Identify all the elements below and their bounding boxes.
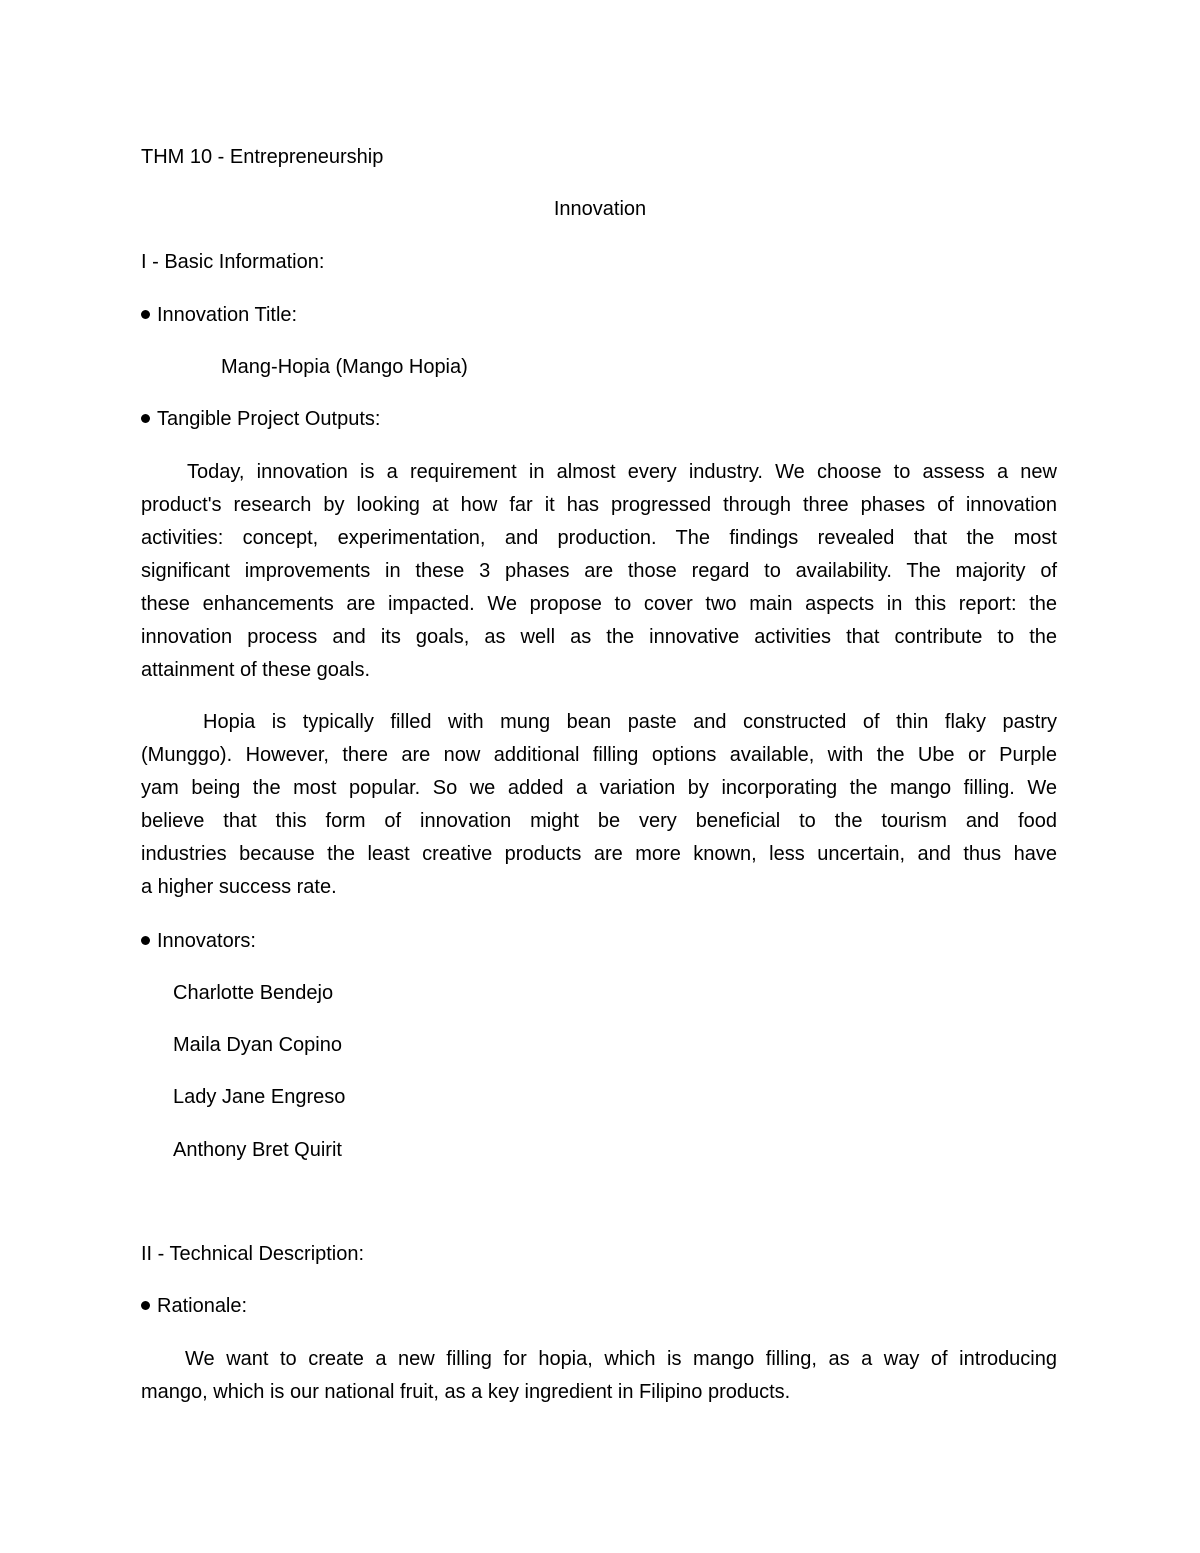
outputs-item	[141, 407, 380, 431]
bullet-icon	[141, 1301, 150, 1310]
bullet-icon	[141, 310, 150, 319]
paragraph-line: believe that this form of innovation might be very beneficial to the tourism and food	[141, 810, 1057, 832]
paragraph-line: yam being the most popular. So we added a variation by incorporating the mango filling. We	[141, 777, 1057, 799]
paragraph-line: product's research by looking at how far it has progressed through three phases of innovation	[141, 494, 1057, 516]
paragraph-line: Hopia is typically filled with mung bean paste and constructed of thin flaky pastry	[203, 711, 1057, 733]
document-title: Innovation	[553, 198, 647, 220]
rationale-label: Rationale:	[157, 1295, 248, 1317]
paragraph-line: significant improvements in these 3 phases are those regard to availability. The majority of	[141, 560, 1057, 582]
innovator-name: Lady Jane Engreso	[173, 1086, 346, 1108]
innovation-title-item	[141, 303, 297, 327]
innovator-name: Maila Dyan Copino	[173, 1034, 342, 1056]
outputs-paragraph	[141, 460, 1057, 691]
innovation-title-value: Mang-Hopia (Mango Hopia)	[221, 356, 468, 378]
paragraph-line: attainment of these goals.	[141, 659, 371, 681]
course-heading: THM 10 - Entrepreneurship	[141, 146, 384, 168]
bullet-icon	[141, 936, 150, 945]
hopia-paragraph	[141, 710, 1057, 908]
paragraph-line: (Munggo). However, there are now additional filling options available, with the Ube or Purple	[141, 744, 1057, 766]
innovation-title-label: Innovation Title:	[157, 304, 298, 326]
innovator-name: Anthony Bret Quirit	[173, 1139, 342, 1161]
paragraph-line: industries because the least creative products are more known, less uncertain, and thus have	[141, 843, 1057, 865]
outputs-label: Tangible Project Outputs:	[157, 408, 381, 430]
paragraph-line: mango, which is our national fruit, as a key ingredient in Filipino products.	[141, 1381, 791, 1403]
section1-heading: I - Basic Information:	[141, 251, 325, 273]
innovators-item	[141, 929, 256, 953]
section2-heading: II - Technical Description:	[141, 1243, 365, 1265]
bullet-icon	[141, 414, 150, 423]
paragraph-line: We want to create a new filling for hopia, which is mango filling, as a way of introducing	[185, 1348, 1057, 1370]
innovators-label: Innovators:	[157, 930, 256, 952]
rationale-item	[141, 1294, 247, 1318]
paragraph-line: Today, innovation is a requirement in almost every industry. We choose to assess a new	[187, 461, 1057, 483]
paragraph-line: these enhancements are impacted. We propose to cover two main aspects in this report: the	[141, 593, 1057, 615]
paragraph-line: innovation process and its goals, as well as the innovative activities that contribute to the	[141, 626, 1057, 648]
paragraph-line: a higher success rate.	[141, 876, 337, 898]
paragraph-line: activities: concept, experimentation, and production. The findings revealed that the most	[141, 527, 1057, 549]
rationale-paragraph	[141, 1347, 1057, 1413]
innovator-name: Charlotte Bendejo	[173, 982, 334, 1004]
